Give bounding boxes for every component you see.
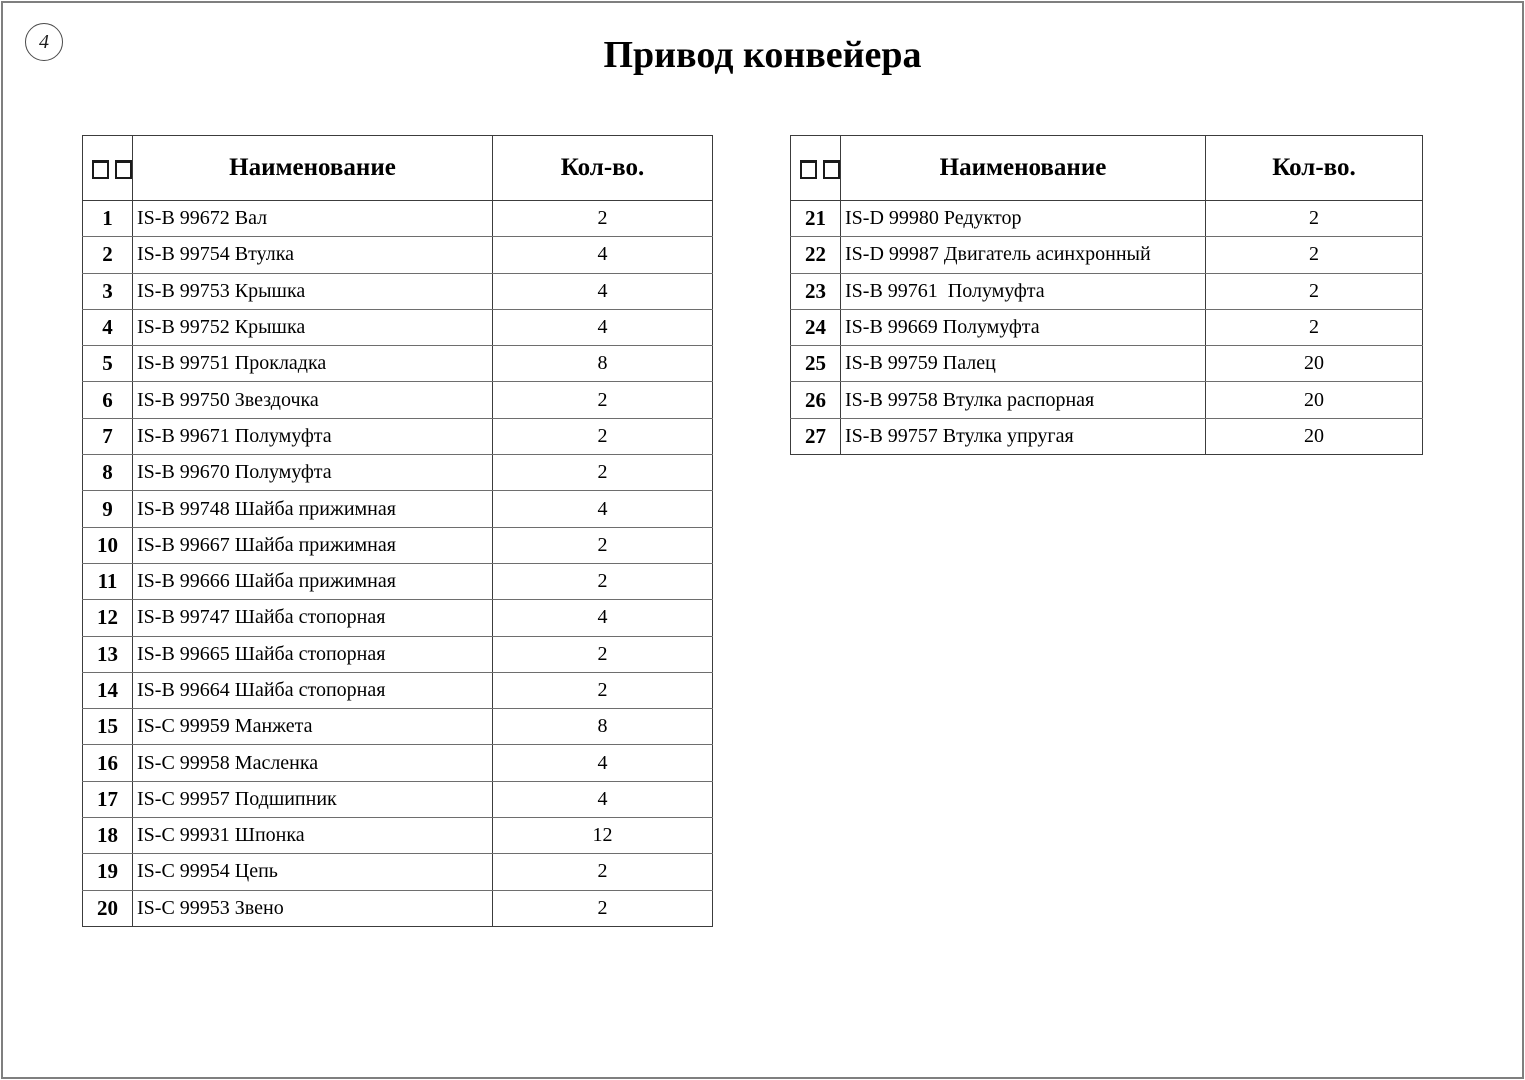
row-number: 25	[791, 346, 841, 382]
part-name: IS-B 99669 Полумуфта	[841, 309, 1206, 345]
table-row	[83, 201, 713, 237]
part-quantity: 4	[493, 600, 713, 636]
table-row	[83, 709, 713, 745]
row-number: 17	[83, 781, 133, 817]
part-name: IS-C 99954 Цепь	[133, 854, 493, 890]
row-number: 9	[83, 491, 133, 527]
part-name: IS-C 99959 Манжета	[133, 709, 493, 745]
row-number: 16	[83, 745, 133, 781]
table-row	[83, 636, 713, 672]
row-number: 21	[791, 201, 841, 237]
row-number: 12	[83, 600, 133, 636]
part-quantity: 20	[1206, 382, 1423, 418]
row-number: 11	[83, 563, 133, 599]
part-quantity: 2	[1206, 237, 1423, 273]
row-number: 7	[83, 418, 133, 454]
part-name: IS-C 99957 Подшипник	[133, 781, 493, 817]
row-number: 13	[83, 636, 133, 672]
row-number: 2	[83, 237, 133, 273]
part-name: IS-B 99752 Крышка	[133, 309, 493, 345]
missing-glyph-box-icon	[92, 160, 109, 179]
table-row	[83, 382, 713, 418]
part-quantity: 2	[493, 854, 713, 890]
table-row	[791, 237, 1423, 273]
part-quantity: 2	[493, 201, 713, 237]
table-row	[83, 309, 713, 345]
part-quantity: 2	[1206, 273, 1423, 309]
row-number: 14	[83, 672, 133, 708]
part-quantity: 2	[493, 636, 713, 672]
table-row	[83, 890, 713, 926]
part-quantity: 20	[1206, 346, 1423, 382]
row-number: 8	[83, 455, 133, 491]
table-row	[83, 418, 713, 454]
part-quantity: 2	[493, 890, 713, 926]
part-quantity: 4	[493, 273, 713, 309]
part-name: IS-B 99672 Вал	[133, 201, 493, 237]
part-name: IS-B 99664 Шайба стопорная	[133, 672, 493, 708]
part-quantity: 4	[493, 309, 713, 345]
table-row	[83, 237, 713, 273]
table-row	[83, 455, 713, 491]
part-name: IS-C 99931 Шпонка	[133, 818, 493, 854]
column-header-name: Наименование	[133, 136, 493, 201]
part-name: IS-B 99665 Шайба стопорная	[133, 636, 493, 672]
table-row	[83, 745, 713, 781]
row-number: 18	[83, 818, 133, 854]
column-header-qty: Кол-во.	[1206, 136, 1423, 201]
part-name: IS-B 99759 Палец	[841, 346, 1206, 382]
part-name: IS-C 99958 Масленка	[133, 745, 493, 781]
part-quantity: 2	[493, 527, 713, 563]
table-row	[83, 527, 713, 563]
column-header-qty: Кол-во.	[493, 136, 713, 201]
part-name: IS-B 99670 Полумуфта	[133, 455, 493, 491]
page-title: Привод конвейера	[603, 34, 922, 76]
row-number: 15	[83, 709, 133, 745]
table-row	[83, 818, 713, 854]
table-header-row	[791, 136, 1423, 201]
row-number: 5	[83, 346, 133, 382]
part-name: IS-D 99987 Двигатель асинхронный	[841, 237, 1206, 273]
part-name: IS-C 99953 Звено	[133, 890, 493, 926]
column-header-name: Наименование	[841, 136, 1206, 201]
row-number: 10	[83, 527, 133, 563]
row-number: 24	[791, 309, 841, 345]
table-row	[791, 201, 1423, 237]
table-row	[83, 600, 713, 636]
part-quantity: 2	[1206, 309, 1423, 345]
parts-table-right	[790, 135, 1423, 455]
part-name: IS-B 99671 Полумуфта	[133, 418, 493, 454]
table-row	[83, 273, 713, 309]
part-quantity: 4	[493, 745, 713, 781]
part-name: IS-B 99754 Втулка	[133, 237, 493, 273]
part-name: IS-D 99980 Редуктор	[841, 201, 1206, 237]
row-number: 6	[83, 382, 133, 418]
row-number: 1	[83, 201, 133, 237]
table-row	[791, 346, 1423, 382]
page-number: 4	[39, 30, 49, 53]
column-header-number	[791, 136, 841, 201]
part-quantity: 12	[493, 818, 713, 854]
part-quantity: 4	[493, 237, 713, 273]
part-name: IS-B 99750 Звездочка	[133, 382, 493, 418]
table-row	[791, 309, 1423, 345]
part-quantity: 8	[493, 709, 713, 745]
table-row	[83, 672, 713, 708]
part-name: IS-B 99666 Шайба прижимная	[133, 563, 493, 599]
missing-glyph-box-icon	[800, 160, 817, 179]
part-name: IS-B 99753 Крышка	[133, 273, 493, 309]
parts-table-left	[82, 135, 713, 927]
part-quantity: 2	[493, 455, 713, 491]
part-quantity: 4	[493, 781, 713, 817]
table-row	[83, 491, 713, 527]
table-row	[791, 382, 1423, 418]
part-quantity: 4	[493, 491, 713, 527]
part-name: IS-B 99747 Шайба стопорная	[133, 600, 493, 636]
part-quantity: 2	[493, 418, 713, 454]
part-name: IS-B 99748 Шайба прижимная	[133, 491, 493, 527]
row-number: 4	[83, 309, 133, 345]
part-name: IS-B 99751 Прокладка	[133, 346, 493, 382]
part-quantity: 2	[493, 672, 713, 708]
part-name: IS-B 99667 Шайба прижимная	[133, 527, 493, 563]
table-header-row	[83, 136, 713, 201]
row-number: 20	[83, 890, 133, 926]
column-header-number	[83, 136, 133, 201]
part-quantity: 8	[493, 346, 713, 382]
table-row	[791, 418, 1423, 454]
part-quantity: 2	[493, 563, 713, 599]
row-number: 26	[791, 382, 841, 418]
table-row	[83, 854, 713, 890]
part-quantity: 2	[493, 382, 713, 418]
table-row	[83, 346, 713, 382]
row-number: 27	[791, 418, 841, 454]
table-row	[791, 273, 1423, 309]
row-number: 23	[791, 273, 841, 309]
row-number: 22	[791, 237, 841, 273]
table-row	[83, 563, 713, 599]
row-number: 19	[83, 854, 133, 890]
missing-glyph-box-icon	[115, 160, 132, 179]
row-number: 3	[83, 273, 133, 309]
part-name: IS-B 99757 Втулка упругая	[841, 418, 1206, 454]
part-quantity: 20	[1206, 418, 1423, 454]
part-quantity: 2	[1206, 201, 1423, 237]
missing-glyph-box-icon	[823, 160, 840, 179]
table-row	[83, 781, 713, 817]
part-name: IS-B 99758 Втулка распорная	[841, 382, 1206, 418]
part-name: IS-B 99761 Полумуфта	[841, 273, 1206, 309]
